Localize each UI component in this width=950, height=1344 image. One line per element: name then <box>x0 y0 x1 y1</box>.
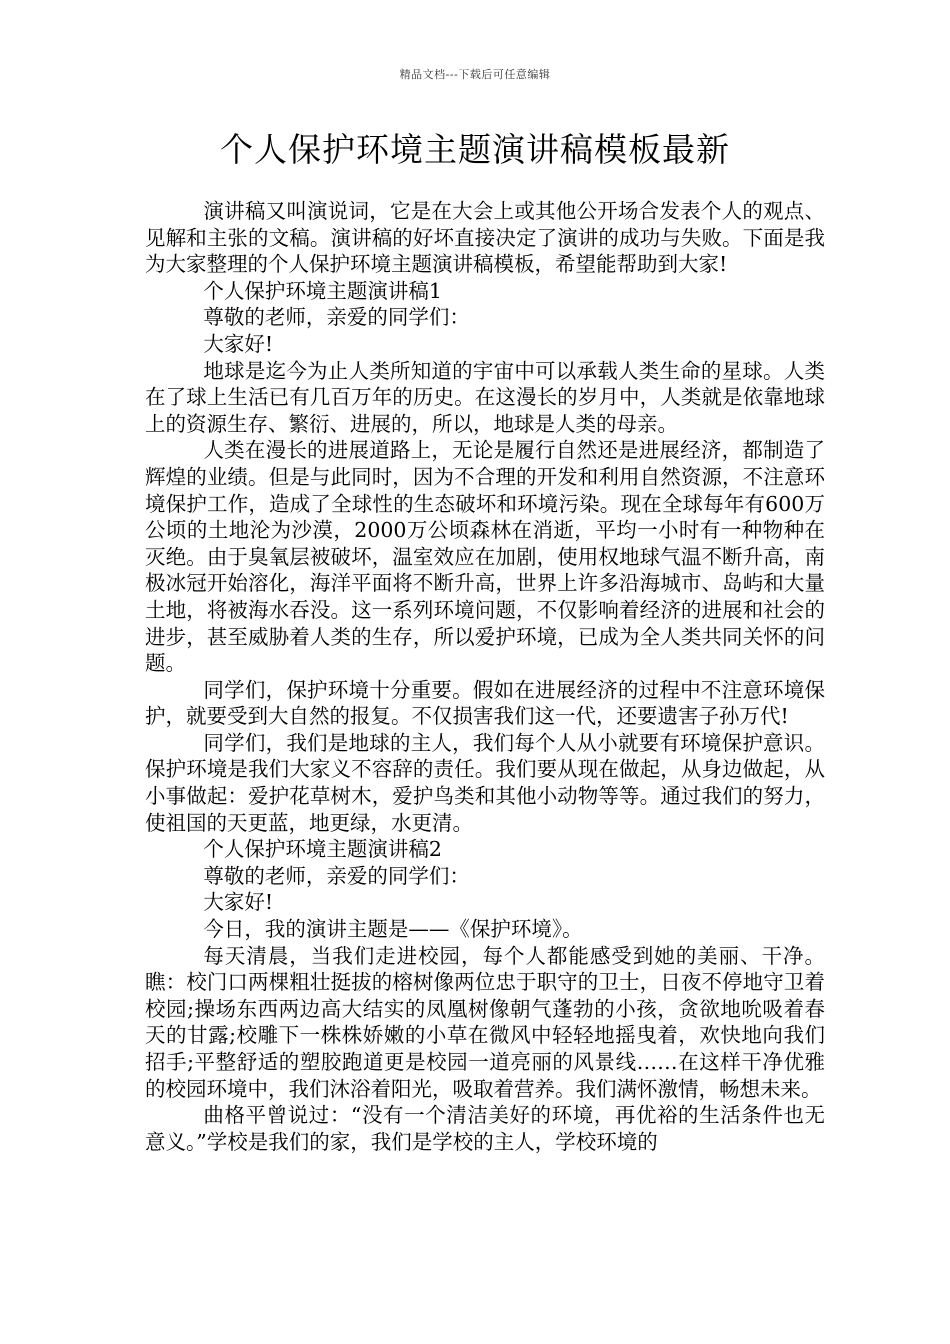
paragraph-greeting-2: 尊敬的老师，亲爱的同学们： <box>203 863 470 888</box>
paragraph-quote: 曲格平曾说过：“没有一个清洁美好的环境，再优裕的生活条件也无意义。”学校是我们的家，我们是学校的主人，学校环境的 <box>145 1103 825 1154</box>
paragraph-development: 人类在漫长的进展道路上，无论是履行自然还是进展经济，都制造了辉煌的业绩。但是与此同时，因为不合理的开发和利用自然资源，不注意环境保护工作，造成了全球性的生态破坏和环境污染。现在全球每年有600万公顷的土地沦为沙漠，2000万公顷森林在消逝，平均一小时有一种物种在灭绝。由于臭氧层被破坏，温室效应在加剧，使用权地球气温不断升高，南极冰冠开始溶化，海洋平面将不断升高，世界上许多沿海城市、岛屿和大量土地，将被海水吞没。这一系列环境问题，不仅影响着经济的进展和社会的进步，甚至威胁着人类的生存，所以爱护环境，已成为全人类共同关怀的问题。 <box>145 438 825 676</box>
paragraph-hello-2: 大家好! <box>203 890 274 915</box>
header-note: 精品文档---下载后可任意编辑 <box>399 68 551 81</box>
paragraph-speech2-heading: 个人保护环境主题演讲稿2 <box>203 837 442 862</box>
document-title: 个人保护环境主题演讲稿模板最新 <box>220 130 730 169</box>
paragraph-intro: 演讲稿又叫演说词，它是在大会上或其他公开场合发表个人的观点、见解和主张的文稿。演讲稿的好坏直接决定了演讲的成功与失败。下面是我为大家整理的个人保护环境主题演讲稿模板，希望能帮助到大家! <box>145 199 825 277</box>
paragraph-hello: 大家好! <box>203 331 274 356</box>
paragraph-earth: 地球是迄今为止人类所知道的宇宙中可以承载人类生命的星球。人类在了球上生活已有几百万年的历史。在这漫长的岁月中，人类就是依靠地球上的资源生存、繁衍、进展的，所以，地球是人类的母亲。 <box>145 358 825 436</box>
paragraph-importance: 同学们，保护环境十分重要。假如在进展经济的过程中不注意环境保护，就要受到大自然的报复。不仅损害我们这一代，还要遗害子孙万代! <box>145 677 825 729</box>
paragraph-speech1-heading: 个人保护环境主题演讲稿1 <box>203 278 442 303</box>
document-body <box>145 198 825 1155</box>
paragraph-campus: 每天清晨，当我们走进校园，每个人都能感受到她的美丽、干净。瞧：校门口两棵粗壮挺拔的榕树像两位忠于职守的卫士，日夜不停地守卫着校园;操场东西两边高大结实的凤凰树像朝气蓬勃的小孩，贪欲地吮吸着春天的甘露;校雕下一株株娇嫩的小草在微风中轻轻地摇曳着，欢快地向我们招手;平整舒适的塑胶跑道更是校园一道亮丽的风景线……在这样干净优雅的校园环境中，我们沐浴着阳光，吸取着营养。我们满怀激情，畅想未来。 <box>145 943 825 1101</box>
paragraph-masters: 同学们，我们是地球的主人，我们每个人从小就要有环境保护意识。保护环境是我们大家义不容辞的责任。我们要从现在做起，从身边做起，从小事做起：爱护花草树木，爱护鸟类和其他小动物等等。通过我们的努力，使祖国的天更蓝，地更绿，水更清。 <box>145 730 825 835</box>
paragraph-topic: 今日，我的演讲主题是——《保护环境》。 <box>203 917 583 942</box>
paragraph-greeting: 尊敬的老师，亲爱的同学们： <box>203 305 470 330</box>
